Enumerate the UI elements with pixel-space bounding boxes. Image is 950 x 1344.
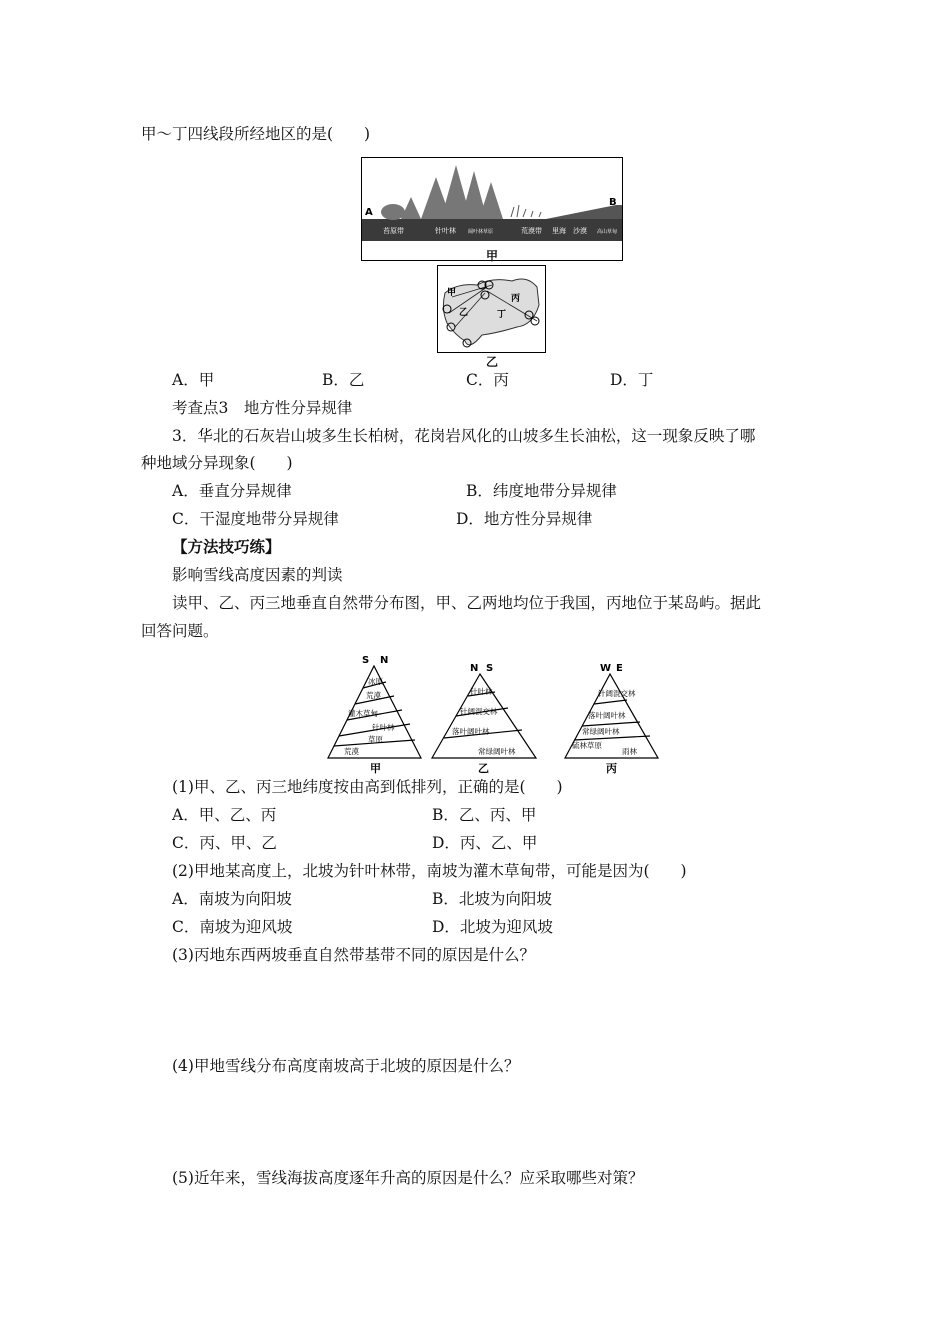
- subquestion-stem: (5)近年来，雪线海拔高度逐年升高的原因是什么？应采取哪些对策？: [172, 1169, 644, 1187]
- subquestion-stem: (2)甲地某高度上，北坡为针叶林带，南坡为灌木草甸带，可能是因为( ): [172, 862, 687, 880]
- belt-label: 里海: [552, 227, 566, 235]
- option-c[interactable]: C．丙、甲、乙: [172, 834, 277, 852]
- map-label: 乙: [459, 308, 469, 318]
- question-stem-cont: 种地域分异现象( ): [141, 454, 293, 472]
- profile-label-b: B: [609, 197, 617, 208]
- option-d[interactable]: D．北坡为迎风坡: [432, 918, 553, 936]
- option-b[interactable]: B．北坡为向阳坡: [432, 890, 552, 908]
- option-a[interactable]: A．甲、乙、丙: [172, 806, 277, 824]
- belt-label: 针阔混交林: [460, 707, 498, 716]
- belt-label: 荒漠: [344, 747, 359, 756]
- map-label: 丙: [511, 294, 521, 304]
- belt-label: 硫林草原: [572, 741, 602, 750]
- belt-label: 雨林: [622, 747, 637, 756]
- figure-caption: 甲: [486, 249, 499, 263]
- belt-label: 冰原: [368, 677, 383, 686]
- belt-label: 常绿阔叶林: [582, 727, 620, 736]
- belt-label: 针阔混交林: [598, 689, 636, 698]
- slope-direction-label: W: [600, 663, 612, 674]
- figure-caption: 甲: [370, 762, 381, 774]
- option-c[interactable]: C．干湿度地带分异规律: [172, 510, 339, 528]
- slope-direction-label: S: [362, 655, 370, 666]
- belt-label: 针叶林: [435, 227, 456, 235]
- method-heading: 【方法技巧练】: [172, 537, 281, 556]
- option-b[interactable]: B．纬度地带分异规律: [466, 482, 617, 500]
- belt-label: 落叶阔叶林: [452, 727, 490, 736]
- subquestion-stem: (4)甲地雪线分布高度南坡高于北坡的原因是什么？: [172, 1057, 520, 1075]
- slope-direction-label: N: [380, 655, 389, 666]
- option-a[interactable]: A．垂直分异规律: [172, 482, 292, 500]
- belt-label: 苔原带: [383, 227, 404, 235]
- profile-label-a: A: [365, 207, 373, 218]
- option-c[interactable]: C．南坡为迎风坡: [172, 918, 293, 936]
- subquestion-stem: (3)丙地东西两坡垂直自然带基带不同的原因是什么？: [172, 946, 535, 964]
- belt-label: 常绿阔叶林: [478, 747, 516, 756]
- method-subtitle: 影响雪线高度因素的判读: [172, 566, 343, 584]
- belt-label: 针叶林: [372, 723, 395, 732]
- option-d[interactable]: D．地方性分异规律: [456, 510, 593, 528]
- mountain-zonation-figure: [320, 652, 665, 774]
- landscape-profile-figure: [361, 157, 623, 261]
- option-d[interactable]: D．丁: [610, 371, 654, 389]
- question-stem: 3．华北的石灰岩山坡多生长柏树，花岗岩风化的山坡多生长油松，这一现象反映了哪: [172, 427, 756, 445]
- map-label: 甲: [447, 288, 457, 298]
- belt-label: 草原: [368, 735, 383, 744]
- slope-direction-label: S: [486, 663, 494, 674]
- option-d[interactable]: D．丙、乙、甲: [432, 834, 538, 852]
- figure-caption: 乙: [478, 762, 489, 774]
- belt-label: 高山草甸: [597, 229, 618, 235]
- intro-text: 读甲、乙、丙三地垂直自然带分布图，甲、乙两地均位于我国，丙地位于某岛屿。据此: [172, 594, 762, 612]
- option-b[interactable]: B．乙: [322, 371, 365, 389]
- belt-label: 荒漠: [366, 691, 381, 700]
- belt-label: 沙漠: [573, 227, 587, 235]
- belt-label: 针叶林: [470, 687, 493, 696]
- belt-label: 灌木草甸: [348, 709, 378, 718]
- map-label: 丁: [497, 310, 507, 320]
- belt-label: 草原: [483, 229, 494, 235]
- subquestion-stem: (1)甲、乙、丙三地纬度按由高到低排列，正确的是( ): [172, 778, 563, 796]
- option-c[interactable]: C．丙: [466, 371, 509, 389]
- option-a[interactable]: A．甲: [172, 371, 215, 389]
- section-heading: 考查点3 地方性分异规律: [172, 399, 353, 417]
- question-stem: 甲～丁四线段所经地区的是( ): [141, 125, 371, 143]
- belt-label: 落叶阔叶林: [588, 711, 626, 720]
- slope-direction-label: N: [470, 663, 479, 674]
- intro-text-cont: 回答问题。: [141, 622, 219, 640]
- option-a[interactable]: A．南坡为向阳坡: [172, 890, 292, 908]
- option-b[interactable]: B．乙、丙、甲: [432, 806, 537, 824]
- figure-caption: 乙: [486, 355, 499, 369]
- belt-label: 阔叶林: [468, 229, 484, 235]
- slope-direction-label: E: [616, 663, 623, 674]
- region-map-figure: [437, 265, 546, 353]
- belt-label: 荒漠带: [521, 227, 542, 235]
- figure-caption: 丙: [606, 762, 617, 774]
